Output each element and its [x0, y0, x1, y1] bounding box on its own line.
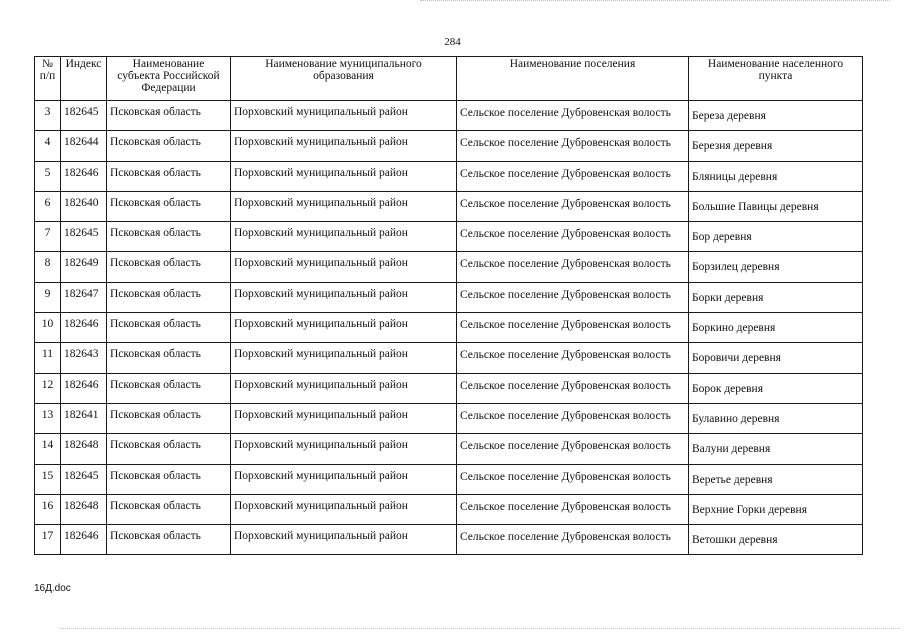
table-row — [35, 191, 863, 221]
cell-place: Березня деревня — [689, 131, 863, 161]
cell-place: Береза деревня — [689, 101, 863, 131]
cell-place: Валуни деревня — [689, 434, 863, 464]
settlements-table — [34, 56, 863, 555]
table-row — [35, 313, 863, 343]
table-row — [35, 222, 863, 252]
header-place: Наименование населенного пункта — [689, 57, 863, 101]
cell-index: 182646 — [61, 161, 107, 191]
cell-subject: Псковская область — [107, 282, 231, 312]
cell-municipality: Порховский муниципальный район — [231, 343, 457, 373]
cell-municipality: Порховский муниципальный район — [231, 464, 457, 494]
cell-place: Борок деревня — [689, 373, 863, 403]
cell-index: 182647 — [61, 282, 107, 312]
cell-place: Веретье деревня — [689, 464, 863, 494]
cell-subject: Псковская область — [107, 161, 231, 191]
table-row — [35, 373, 863, 403]
scan-edge-bottom — [60, 628, 900, 631]
cell-num: 6 — [35, 191, 61, 221]
cell-place: Боровичи деревня — [689, 343, 863, 373]
table-row — [35, 494, 863, 524]
cell-settlement: Сельское поселение Дубровенская волость — [457, 101, 689, 131]
cell-num: 13 — [35, 403, 61, 433]
cell-num: 5 — [35, 161, 61, 191]
cell-settlement: Сельское поселение Дубровенская волость — [457, 373, 689, 403]
cell-place: Ветошки деревня — [689, 525, 863, 555]
table-row — [35, 343, 863, 373]
table-row — [35, 252, 863, 282]
cell-municipality: Порховский муниципальный район — [231, 525, 457, 555]
cell-place: Верхние Горки деревня — [689, 494, 863, 524]
cell-num: 8 — [35, 252, 61, 282]
cell-index: 182645 — [61, 101, 107, 131]
cell-num: 14 — [35, 434, 61, 464]
cell-index: 182648 — [61, 494, 107, 524]
cell-num: 7 — [35, 222, 61, 252]
cell-place: Большие Павицы деревня — [689, 191, 863, 221]
cell-settlement: Сельское поселение Дубровенская волость — [457, 494, 689, 524]
cell-index: 182649 — [61, 252, 107, 282]
cell-num: 3 — [35, 101, 61, 131]
cell-settlement: Сельское поселение Дубровенская волость — [457, 222, 689, 252]
cell-subject: Псковская область — [107, 343, 231, 373]
cell-settlement: Сельское поселение Дубровенская волость — [457, 525, 689, 555]
cell-municipality: Порховский муниципальный район — [231, 101, 457, 131]
cell-num: 15 — [35, 464, 61, 494]
cell-num: 4 — [35, 131, 61, 161]
cell-place: Боркино деревня — [689, 313, 863, 343]
cell-place: Борки деревня — [689, 282, 863, 312]
cell-index: 182644 — [61, 131, 107, 161]
scan-edge-top — [420, 0, 890, 3]
cell-settlement: Сельское поселение Дубровенская волость — [457, 464, 689, 494]
table-header-row — [35, 57, 863, 101]
table-row — [35, 525, 863, 555]
cell-settlement: Сельское поселение Дубровенская волость — [457, 131, 689, 161]
header-municipality: Наименование муниципального образования — [231, 57, 457, 101]
cell-subject: Псковская область — [107, 403, 231, 433]
page-number: 284 — [444, 36, 461, 48]
cell-subject: Псковская область — [107, 252, 231, 282]
cell-num: 17 — [35, 525, 61, 555]
cell-subject: Псковская область — [107, 131, 231, 161]
cell-index: 182648 — [61, 434, 107, 464]
cell-settlement: Сельское поселение Дубровенская волость — [457, 252, 689, 282]
cell-subject: Псковская область — [107, 464, 231, 494]
table-row — [35, 282, 863, 312]
cell-municipality: Порховский муниципальный район — [231, 373, 457, 403]
cell-num: 11 — [35, 343, 61, 373]
cell-municipality: Порховский муниципальный район — [231, 252, 457, 282]
cell-settlement: Сельское поселение Дубровенская волость — [457, 313, 689, 343]
cell-subject: Псковская область — [107, 191, 231, 221]
table-row — [35, 131, 863, 161]
cell-subject: Псковская область — [107, 222, 231, 252]
table-row — [35, 434, 863, 464]
cell-municipality: Порховский муниципальный район — [231, 313, 457, 343]
table-row — [35, 161, 863, 191]
cell-municipality: Порховский муниципальный район — [231, 222, 457, 252]
cell-settlement: Сельское поселение Дубровенская волость — [457, 282, 689, 312]
cell-municipality: Порховский муниципальный район — [231, 161, 457, 191]
cell-subject: Псковская область — [107, 525, 231, 555]
cell-place: Бляницы деревня — [689, 161, 863, 191]
cell-place: Булавино деревня — [689, 403, 863, 433]
footer-filename: 16Д.doc — [34, 583, 71, 594]
cell-num: 10 — [35, 313, 61, 343]
cell-index: 182641 — [61, 403, 107, 433]
table-row — [35, 101, 863, 131]
cell-settlement: Сельское поселение Дубровенская волость — [457, 403, 689, 433]
cell-municipality: Порховский муниципальный район — [231, 494, 457, 524]
cell-subject: Псковская область — [107, 313, 231, 343]
cell-municipality: Порховский муниципальный район — [231, 434, 457, 464]
cell-place: Бор деревня — [689, 222, 863, 252]
cell-num: 9 — [35, 282, 61, 312]
header-subject: Наименование субъекта Российской Федерации — [107, 57, 231, 101]
cell-index: 182646 — [61, 313, 107, 343]
header-settlement: Наименование поселения — [457, 57, 689, 101]
cell-settlement: Сельское поселение Дубровенская волость — [457, 161, 689, 191]
cell-index: 182643 — [61, 343, 107, 373]
cell-index: 182646 — [61, 373, 107, 403]
cell-index: 182640 — [61, 191, 107, 221]
cell-num: 12 — [35, 373, 61, 403]
table-row — [35, 464, 863, 494]
table-body — [35, 101, 863, 555]
cell-settlement: Сельское поселение Дубровенская волость — [457, 434, 689, 464]
cell-place: Борзилец деревня — [689, 252, 863, 282]
cell-subject: Псковская область — [107, 101, 231, 131]
cell-subject: Псковская область — [107, 494, 231, 524]
cell-num: 16 — [35, 494, 61, 524]
header-num: № п/п — [35, 57, 61, 101]
cell-index: 182645 — [61, 464, 107, 494]
cell-index: 182645 — [61, 222, 107, 252]
cell-municipality: Порховский муниципальный район — [231, 282, 457, 312]
header-index: Индекс — [61, 57, 107, 101]
cell-index: 182646 — [61, 525, 107, 555]
cell-subject: Псковская область — [107, 373, 231, 403]
cell-subject: Псковская область — [107, 434, 231, 464]
cell-municipality: Порховский муниципальный район — [231, 191, 457, 221]
table-row — [35, 403, 863, 433]
cell-settlement: Сельское поселение Дубровенская волость — [457, 343, 689, 373]
cell-municipality: Порховский муниципальный район — [231, 131, 457, 161]
cell-municipality: Порховский муниципальный район — [231, 403, 457, 433]
cell-settlement: Сельское поселение Дубровенская волость — [457, 191, 689, 221]
